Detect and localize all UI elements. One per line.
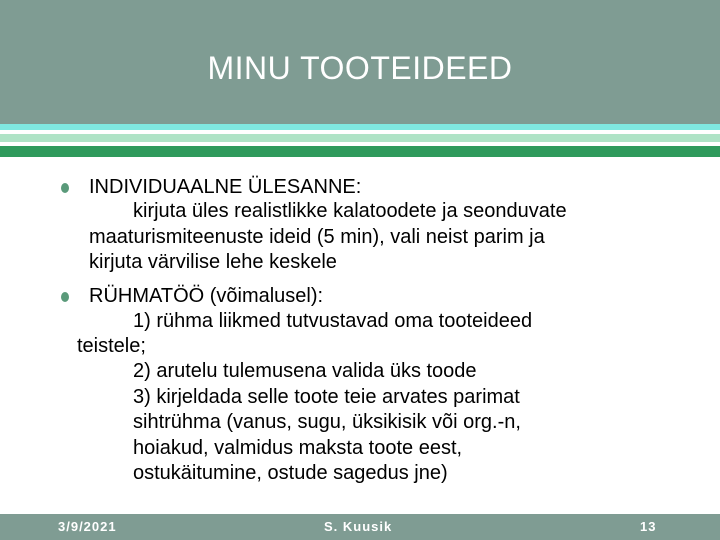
- bullet-icon: [61, 183, 69, 193]
- bullet-2-line-4: 2) arutelu tulemusena valida üks toode: [133, 360, 477, 382]
- footer-date: 3/9/2021: [58, 519, 117, 534]
- bullet-2-line-3: teistele;: [77, 335, 146, 357]
- footer-page-number: 13: [640, 519, 657, 534]
- slide-title: MINU TOOTEIDEED: [207, 50, 513, 86]
- bullet-1-heading: INDIVIDUAALNE ÜLESANNE:: [89, 176, 362, 198]
- bullet-1-line-4: kirjuta värvilise lehe keskele: [89, 251, 337, 273]
- bullet-2-line-7: hoiakud, valmidus maksta toote eest,: [133, 437, 463, 459]
- bullet-1-line-3: maaturismiteenuste ideid (5 min), vali neist parim ja: [89, 226, 545, 248]
- bullet-1-line-2: kirjuta üles realistlikke kalatoodete ja seonduvate: [133, 200, 567, 222]
- bullet-2-line-8: ostukäitumine, ostude sagedus jne): [133, 462, 448, 484]
- bullet-icon: [61, 292, 69, 302]
- footer-author: S. Kuusik: [324, 519, 393, 534]
- bullet-2-heading: RÜHMATÖÖ (võimalusel):: [89, 285, 324, 307]
- bullet-2-line-6: sihtrühma (vanus, sugu, üksikisik või org.-n,: [133, 411, 521, 433]
- bullet-2-line-5: 3) kirjeldada selle toote teie arvates parimat: [133, 386, 520, 408]
- bullet-2-line-2: 1) rühma liikmed tutvustavad oma tooteideed: [133, 310, 533, 332]
